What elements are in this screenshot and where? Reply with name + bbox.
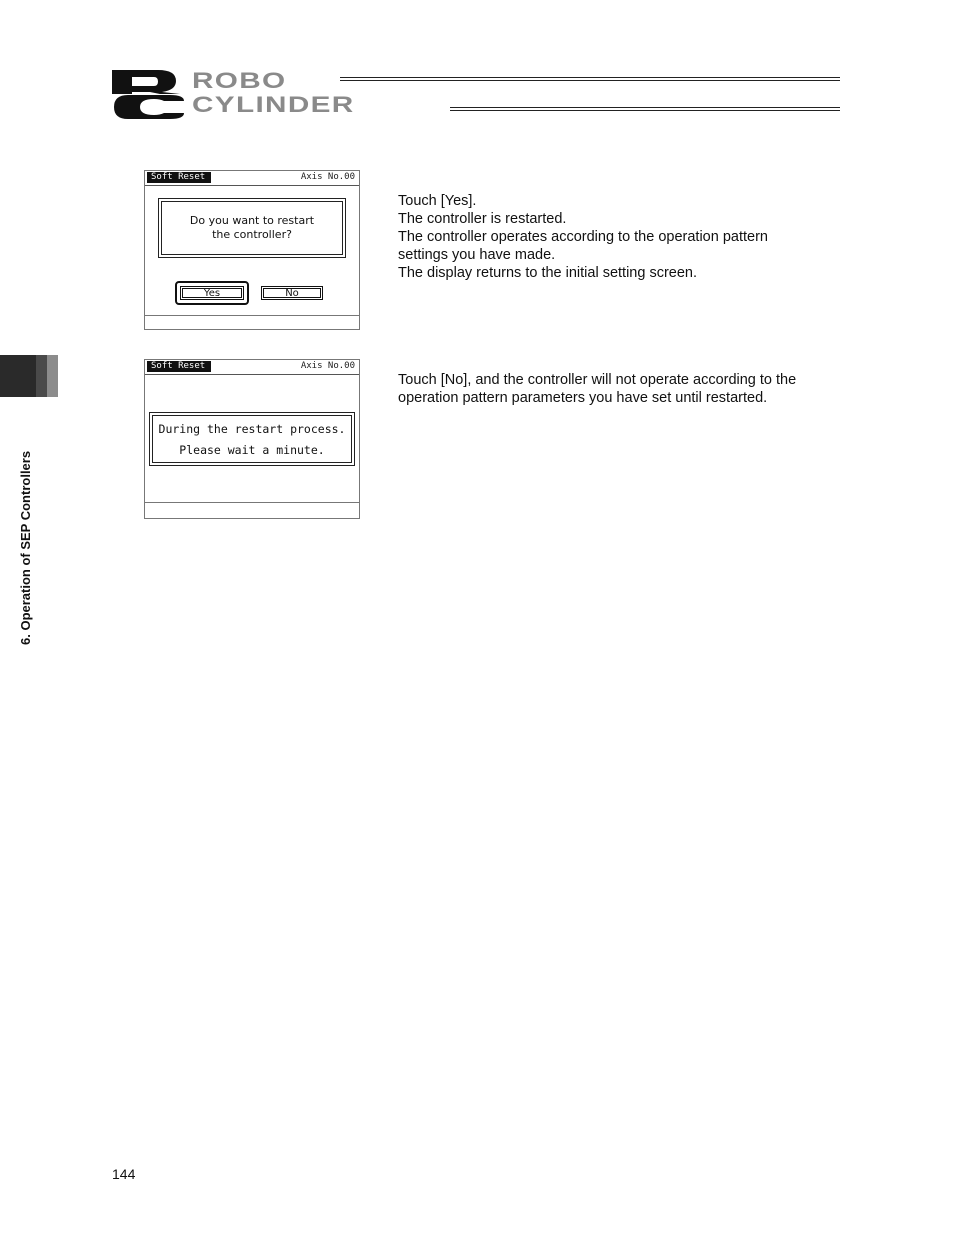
soft-reset-confirm-screen xyxy=(144,170,360,330)
restart-confirm-dialog xyxy=(158,198,346,258)
yes-button[interactable]: Yes xyxy=(180,286,244,300)
header-rule-top xyxy=(340,77,840,81)
rc-logo-icon xyxy=(110,68,186,120)
instruction-line: The controller is restarted. xyxy=(398,211,567,227)
no-button[interactable]: No xyxy=(261,286,323,300)
screen-header xyxy=(145,171,359,186)
instruction-line: settings you have made. xyxy=(398,247,556,263)
screen-footer xyxy=(145,502,359,518)
chapter-label: 6. Operation of SEP Controllers xyxy=(18,450,33,645)
screen-header xyxy=(145,360,359,375)
no-instructions xyxy=(398,371,838,407)
progress-message-line1: During the restart process. xyxy=(158,421,346,436)
progress-message-line2: Please wait a minute. xyxy=(179,442,325,457)
soft-reset-progress-screen xyxy=(144,359,360,519)
instruction-line: Touch [Yes]. xyxy=(398,193,477,209)
axis-number: Axis No.00 xyxy=(300,172,355,182)
page-number: 144 xyxy=(112,1166,136,1182)
logo-text-cylinder: CYLINDER xyxy=(192,92,355,117)
screen-title: Soft Reset xyxy=(147,172,211,183)
instruction-line: Touch [No], and the controller will not operate according to the xyxy=(398,372,797,388)
instruction-line: The display returns to the initial setting screen. xyxy=(398,265,698,281)
restart-progress-dialog xyxy=(149,412,355,466)
logo-text-robo: ROBO xyxy=(192,68,287,93)
screen-footer xyxy=(145,315,359,329)
screen-title: Soft Reset xyxy=(147,361,211,372)
yes-instructions xyxy=(398,192,828,282)
axis-number: Axis No.00 xyxy=(300,361,355,371)
dialog-message-line1: Do you want to restart xyxy=(189,214,315,227)
instruction-line: The controller operates according to the operation pattern xyxy=(398,229,768,245)
chapter-tab xyxy=(0,355,58,397)
dialog-message-line2: the controller? xyxy=(212,228,292,241)
robo-cylinder-logo xyxy=(110,68,850,120)
instruction-line: operation pattern parameters you have set until restarted. xyxy=(398,390,768,406)
header-rule-bottom xyxy=(450,107,840,111)
